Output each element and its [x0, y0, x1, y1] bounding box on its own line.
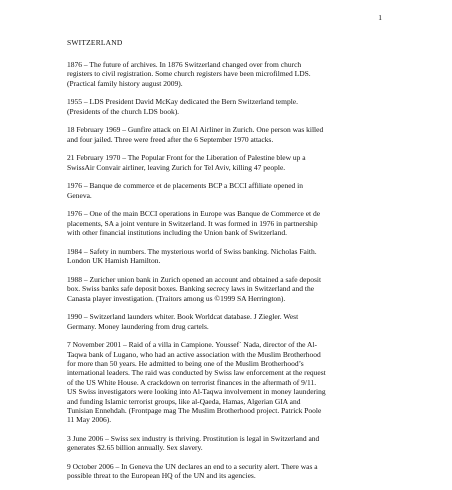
- timeline-entry-1955-temple: 1955 – LDS President David McKay dedicated the Bern Switzerland temple. (Presidents of the church LDS book).: [67, 97, 298, 116]
- timeline-entry-2006-geneva-un: 9 October 2006 – In Geneva the UN declares an end to a security alert. There was a possible threat to the European HQ of the UN and its agencies.: [67, 462, 318, 481]
- timeline-entry-1876-archives: 1876 – The future of archives. In 1876 Switzerland changed over from church registers to civil registration. Some church registers have been microfilmed LDS. (Practical family history august 2009).: [67, 60, 311, 88]
- timeline-entry-2006-sex-industry: 3 June 2006 – Swiss sex industry is thriving. Prostitution is legal in Switzerland and generates $2.65 billion annually. Sex slavery.: [67, 434, 320, 453]
- timeline-entry-1976-bcp: 1976 – Banque de commerce et de placements BCP a BCCI affiliate opened in Geneva.: [67, 181, 303, 200]
- timeline-entry-1970-swissair: 21 February 1970 – The Popular Front for the Liberation of Palestine blew up a SwissAir Convair airliner, leaving Zurich for Tel Aviv, killing 47 people.: [67, 153, 306, 172]
- document-title: SWITZERLAND: [67, 38, 123, 47]
- timeline-entry-1984-safety: 1984 – Safety in numbers. The mysterious world of Swiss banking. Nicholas Faith. London UK Hamish Hamilton.: [67, 246, 317, 266]
- timeline-entry-1969-el-al: 18 February 1969 – Gunfire attack on El Al Airliner in Zurich. One person was killed and four jailed. Three were freed after the 6 September 1970 attacks.: [67, 125, 324, 144]
- timeline-entry-2001-campione: 7 November 2001 – Raid of a villa in Campione. Youssef` Nada, director of the Al- Taqwa bank of Lugano, who had an active association with the Muslim Brotherhood for more than 50 years. He admitted to being one of the Muslim Brotherhood’s international leaders. The raid was conducted by Swiss law enforcement at the request of the US White House. A crackdown on terrorist finances in the aftermath of 9/11. US Swiss investigators were looking into Al-Taqwa involvement in money laundering and funding Islamic terrorist groups, like al-Qaeda, Hamas, Algerian GIA and Tunisian Ennehdah. (Frontpage mag The Muslim Brotherhood project. Patrick Poole 11 May 2006).: [67, 340, 326, 425]
- timeline-entry-1990-launders: 1990 – Switzerland launders whiter. Book Worldcat database. J Ziegler. West Germany. Money laundering from drug cartels.: [67, 312, 299, 331]
- timeline-entries: [67, 60, 397, 490]
- page-number: 1: [378, 13, 382, 22]
- timeline-entry-1976-bcci: 1976 – One of the main BCCI operations in Europe was Banque de Commerce et de placements, SA a joint venture in Switzerland. It was formed in 1976 in partnership with other financial institutions including the Union bank of Switzerland.: [67, 209, 321, 238]
- timeline-entry-1988-zuricher: 1988 – Zuricher union bank in Zurich opened an account and obtained a safe deposit box. Swiss banks safe deposit boxes. Banking secrecy laws in Switzerland and the Canasta player investigation. (Traitors among us ©1999 SA Herrington).: [67, 274, 322, 303]
